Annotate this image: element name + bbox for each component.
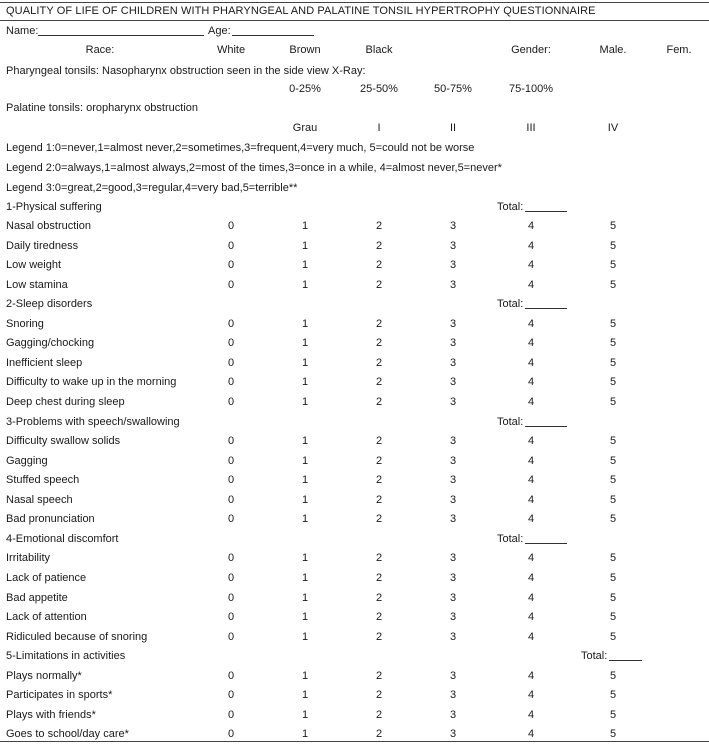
score-option[interactable]: 2 (375, 591, 383, 604)
score-option[interactable]: 4 (527, 278, 535, 291)
score-option[interactable]: 4 (527, 239, 535, 252)
score-option[interactable]: 1 (301, 435, 309, 448)
score-option[interactable]: 1 (301, 708, 309, 721)
score-option[interactable]: 3 (449, 689, 457, 702)
palatine-row (0, 101, 709, 121)
total-label: Total: (497, 200, 524, 213)
score-option[interactable]: 2 (375, 552, 383, 565)
score-option[interactable]: 4 (527, 513, 535, 526)
score-option[interactable]: 0 (227, 356, 235, 369)
question-label: Bad appetite (6, 591, 68, 604)
score-option[interactable]: 5 (609, 474, 617, 487)
section-header (0, 649, 709, 669)
score-option[interactable]: 3 (449, 708, 457, 721)
score-option[interactable]: 2 (375, 317, 383, 330)
score-option[interactable]: 1 (301, 317, 309, 330)
range-option[interactable]: 50-75% (434, 83, 472, 95)
total-label: Total: (497, 415, 524, 428)
section-title: 1-Physical suffering (6, 200, 102, 213)
question-label: Irritability (6, 552, 51, 565)
score-option[interactable]: 4 (527, 552, 535, 565)
score-option[interactable]: 3 (449, 376, 457, 389)
grade-option[interactable]: I (377, 122, 381, 134)
race-label: Race: (85, 44, 115, 56)
question-row (0, 610, 709, 630)
score-option[interactable]: 3 (449, 435, 457, 448)
question-label: Stuffed speech (6, 474, 80, 487)
score-option[interactable]: 5 (609, 552, 617, 565)
total-label: Total: (497, 298, 524, 311)
score-option[interactable]: 4 (527, 669, 535, 682)
score-option[interactable]: 2 (375, 259, 383, 272)
question-label: Nasal obstruction (6, 220, 91, 233)
score-option[interactable]: 3 (449, 493, 457, 506)
score-option[interactable]: 2 (375, 513, 383, 526)
score-option[interactable]: 3 (449, 728, 457, 741)
score-option[interactable]: 0 (227, 396, 235, 408)
score-option[interactable]: 5 (609, 708, 617, 721)
score-option[interactable]: 4 (527, 571, 535, 584)
score-option[interactable]: 2 (375, 474, 383, 487)
score-option[interactable]: 2 (375, 356, 383, 369)
score-option[interactable]: 2 (375, 728, 383, 741)
question-label: Plays with friends* (6, 708, 96, 721)
score-option[interactable]: 3 (449, 239, 457, 252)
title-rule (0, 20, 709, 21)
score-option[interactable]: 5 (609, 259, 617, 272)
score-option[interactable]: 1 (301, 376, 309, 389)
score-option[interactable]: 5 (609, 630, 617, 643)
question-label: Low weight (6, 259, 62, 272)
score-option[interactable]: 3 (449, 474, 457, 487)
score-option[interactable]: 3 (449, 630, 457, 643)
score-option[interactable]: 0 (227, 708, 235, 721)
question-row (0, 278, 709, 298)
score-option[interactable]: 0 (227, 454, 235, 467)
question-label: Participates in sports* (6, 689, 113, 702)
question-row (0, 258, 709, 278)
total-field[interactable] (609, 650, 642, 661)
score-option[interactable]: 3 (449, 220, 457, 233)
question-row (0, 317, 709, 337)
name-label: Name: (6, 25, 39, 37)
score-option[interactable]: 1 (301, 669, 309, 682)
score-option[interactable]: 3 (449, 259, 457, 272)
score-option[interactable]: 2 (375, 220, 383, 233)
score-option[interactable]: 1 (301, 454, 309, 467)
score-option[interactable]: 4 (527, 493, 535, 506)
score-option[interactable]: 5 (609, 239, 617, 252)
score-option[interactable]: 1 (301, 356, 309, 369)
score-option[interactable]: 3 (449, 611, 457, 624)
question-label: Snoring (6, 317, 44, 330)
total-field[interactable] (525, 533, 567, 544)
score-option[interactable]: 1 (301, 259, 309, 272)
total-label: Total: (581, 650, 608, 663)
score-option[interactable]: 0 (227, 611, 235, 624)
score-option[interactable]: 5 (609, 278, 617, 291)
score-option[interactable]: 1 (301, 689, 309, 702)
score-option[interactable]: 0 (227, 474, 235, 487)
score-option[interactable]: 1 (301, 513, 309, 526)
score-option[interactable]: 4 (527, 630, 535, 643)
score-option[interactable]: 5 (609, 220, 617, 233)
question-label: Deep chest during sleep (6, 396, 125, 408)
score-option[interactable]: 5 (609, 669, 617, 682)
question-label: Gagging (6, 454, 48, 467)
question-row (0, 669, 709, 689)
score-option[interactable]: 0 (227, 493, 235, 506)
score-option[interactable]: 1 (301, 396, 309, 408)
question-row (0, 434, 709, 454)
race-option-brown[interactable]: Brown (289, 44, 321, 56)
range-option[interactable]: 0-25% (289, 83, 321, 95)
grade-option[interactable]: IV (607, 122, 619, 134)
score-option[interactable]: 5 (609, 611, 617, 624)
score-option[interactable]: 3 (449, 454, 457, 467)
score-option[interactable]: 0 (227, 571, 235, 584)
score-option[interactable]: 3 (449, 396, 457, 408)
score-option[interactable]: 0 (227, 259, 235, 272)
score-option[interactable]: 3 (449, 552, 457, 565)
score-option[interactable]: 4 (527, 454, 535, 467)
total-label: Total: (497, 532, 524, 545)
question-row (0, 356, 709, 376)
score-option[interactable]: 1 (301, 220, 309, 233)
grau-label: Grau (292, 122, 318, 134)
total-field[interactable] (525, 416, 567, 427)
score-option[interactable]: 0 (227, 728, 235, 741)
score-option[interactable]: 2 (375, 396, 383, 408)
score-option[interactable]: 2 (375, 278, 383, 291)
question-label: Inefficient sleep (6, 356, 83, 369)
score-option[interactable]: 4 (527, 376, 535, 389)
score-option[interactable]: 4 (527, 474, 535, 487)
section-title: 4-Emotional discomfort (6, 532, 119, 545)
question-row (0, 239, 709, 259)
score-option[interactable]: 2 (375, 493, 383, 506)
bottom-rule (0, 741, 709, 742)
legend-2 (0, 161, 709, 181)
score-option[interactable]: 3 (449, 669, 457, 682)
question-row (0, 395, 709, 415)
total-field[interactable] (525, 201, 567, 212)
section-title: 2-Sleep disorders (6, 298, 93, 311)
score-option[interactable]: 3 (449, 513, 457, 526)
score-option[interactable]: 0 (227, 220, 235, 233)
pharyngeal-label: Pharyngeal tonsils: Nasopharynx obstruction seen in the side view X-Ray: (6, 65, 366, 77)
top-rule (0, 2, 709, 3)
age-field[interactable] (232, 25, 314, 36)
score-option[interactable]: 0 (227, 513, 235, 526)
score-option[interactable]: 2 (375, 630, 383, 643)
score-option[interactable]: 0 (227, 435, 235, 448)
score-option[interactable]: 5 (609, 376, 617, 389)
score-option[interactable]: 2 (375, 337, 383, 350)
score-option[interactable]: 2 (375, 435, 383, 448)
score-option[interactable]: 5 (609, 435, 617, 448)
score-option[interactable]: 1 (301, 493, 309, 506)
legend-text: Legend 1:0=never,1=almost never,2=sometimes,3=frequent,4=very much, 5=could not be worse (6, 142, 475, 154)
legend-text: Legend 2:0=always,1=almost always,2=most of the times,3=once in a while, 4=almost never,5=never* (6, 162, 502, 174)
name-field[interactable] (38, 25, 204, 36)
score-option[interactable]: 0 (227, 630, 235, 643)
score-option[interactable]: 1 (301, 278, 309, 291)
question-label: Ridiculed because of snoring (6, 630, 148, 643)
score-option[interactable]: 0 (227, 689, 235, 702)
question-label: Goes to school/day care* (6, 728, 129, 741)
race-option-white[interactable]: White (216, 44, 246, 56)
gender-option-male[interactable]: Male. (599, 44, 627, 56)
score-option[interactable]: 0 (227, 552, 235, 565)
score-option[interactable]: 4 (527, 689, 535, 702)
score-option[interactable]: 1 (301, 591, 309, 604)
section-header (0, 415, 709, 435)
score-option[interactable]: 2 (375, 454, 383, 467)
section-header (0, 297, 709, 317)
question-row (0, 512, 709, 532)
section-title: 3-Problems with speech/swallowing (6, 415, 180, 428)
score-option[interactable]: 5 (609, 317, 617, 330)
score-option[interactable]: 2 (375, 669, 383, 682)
palatine-label: Palatine tonsils: oropharynx obstruction (6, 102, 198, 114)
question-row (0, 630, 709, 650)
question-row (0, 454, 709, 474)
score-option[interactable]: 5 (609, 513, 617, 526)
question-label: Difficulty swallow solids (6, 435, 121, 448)
score-option[interactable]: 4 (527, 728, 535, 741)
pharyngeal-row (0, 64, 709, 84)
score-option[interactable]: 2 (375, 376, 383, 389)
race-gender-row (0, 43, 709, 63)
question-row (0, 591, 709, 611)
score-option[interactable]: 2 (375, 571, 383, 584)
score-option[interactable]: 4 (527, 356, 535, 369)
score-option[interactable]: 4 (527, 317, 535, 330)
score-option[interactable]: 2 (375, 239, 383, 252)
score-option[interactable]: 3 (449, 571, 457, 584)
score-option[interactable]: 1 (301, 474, 309, 487)
score-option[interactable]: 3 (449, 337, 457, 350)
section-header (0, 200, 709, 220)
score-option[interactable]: 0 (227, 317, 235, 330)
legend-1 (0, 141, 709, 161)
grade-option[interactable]: III (526, 122, 536, 134)
question-label: Daily tiredness (6, 239, 79, 252)
question-label: Lack of patience (6, 571, 87, 584)
question-row (0, 219, 709, 239)
name-age-row (0, 24, 709, 44)
pharyngeal-ranges-row (0, 82, 709, 102)
score-option[interactable]: 1 (301, 239, 309, 252)
question-row (0, 336, 709, 356)
question-row (0, 375, 709, 395)
question-row (0, 708, 709, 728)
score-option[interactable]: 2 (375, 708, 383, 721)
score-option[interactable]: 5 (609, 396, 617, 408)
question-label: Plays normally* (6, 669, 82, 682)
gender-label: Gender: (511, 44, 551, 56)
question-label: Lack of attention (6, 611, 87, 624)
score-option[interactable]: 0 (227, 278, 235, 291)
score-option[interactable]: 4 (527, 611, 535, 624)
score-option[interactable]: 3 (449, 278, 457, 291)
legend-3 (0, 181, 709, 201)
score-option[interactable]: 4 (527, 591, 535, 604)
palatine-grades-row (0, 121, 709, 141)
score-option[interactable]: 5 (609, 337, 617, 350)
legend-text: Legend 3:0=great,2=good,3=regular,4=very bad,5=terrible** (6, 182, 298, 194)
score-option[interactable]: 1 (301, 552, 309, 565)
score-option[interactable]: 3 (449, 591, 457, 604)
score-option[interactable]: 4 (527, 396, 535, 408)
score-option[interactable]: 1 (301, 728, 309, 741)
question-label: Low stamina (6, 278, 68, 291)
race-option-black[interactable]: Black (365, 44, 393, 56)
page-title: QUALITY OF LIFE OF CHILDREN WITH PHARYNGEAL AND PALATINE TONSIL HYPERTROPHY QUESTIONNAIRE (6, 5, 596, 17)
score-option[interactable]: 4 (527, 220, 535, 233)
score-option[interactable]: 1 (301, 630, 309, 643)
score-option[interactable]: 0 (227, 669, 235, 682)
question-row (0, 551, 709, 571)
score-option[interactable]: 3 (449, 356, 457, 369)
score-option[interactable]: 2 (375, 611, 383, 624)
score-option[interactable]: 5 (609, 728, 617, 741)
score-option[interactable]: 5 (609, 571, 617, 584)
question-row (0, 571, 709, 591)
score-option[interactable]: 2 (375, 689, 383, 702)
score-option[interactable]: 5 (609, 454, 617, 467)
score-option[interactable]: 5 (609, 493, 617, 506)
question-label: Gagging/chocking (6, 337, 95, 350)
question-row (0, 493, 709, 513)
score-option[interactable]: 5 (609, 689, 617, 702)
score-option[interactable]: 4 (527, 708, 535, 721)
gender-option-female[interactable]: Fem. (666, 44, 692, 56)
score-option[interactable]: 4 (527, 259, 535, 272)
score-option[interactable]: 1 (301, 571, 309, 584)
section-header (0, 532, 709, 552)
question-row (0, 688, 709, 708)
question-label: Bad pronunciation (6, 513, 95, 526)
score-option[interactable]: 0 (227, 337, 235, 350)
score-option[interactable]: 4 (527, 435, 535, 448)
score-option[interactable]: 4 (527, 337, 535, 350)
grade-option[interactable]: II (449, 122, 457, 134)
question-label: Difficulty to wake up in the morning (6, 376, 177, 389)
total-field[interactable] (525, 298, 567, 309)
question-row (0, 473, 709, 493)
section-title: 5-Limitations in activities (6, 650, 126, 663)
range-option[interactable]: 25-50% (360, 83, 398, 95)
age-label: Age: (208, 25, 231, 37)
score-option[interactable]: 0 (227, 239, 235, 252)
score-option[interactable]: 0 (227, 591, 235, 604)
score-option[interactable]: 1 (301, 337, 309, 350)
score-option[interactable]: 0 (227, 376, 235, 389)
range-option[interactable]: 75-100% (508, 83, 554, 95)
score-option[interactable]: 5 (609, 356, 617, 369)
score-option[interactable]: 1 (301, 611, 309, 624)
score-option[interactable]: 5 (609, 591, 617, 604)
question-label: Nasal speech (6, 493, 73, 506)
score-option[interactable]: 3 (449, 317, 457, 330)
